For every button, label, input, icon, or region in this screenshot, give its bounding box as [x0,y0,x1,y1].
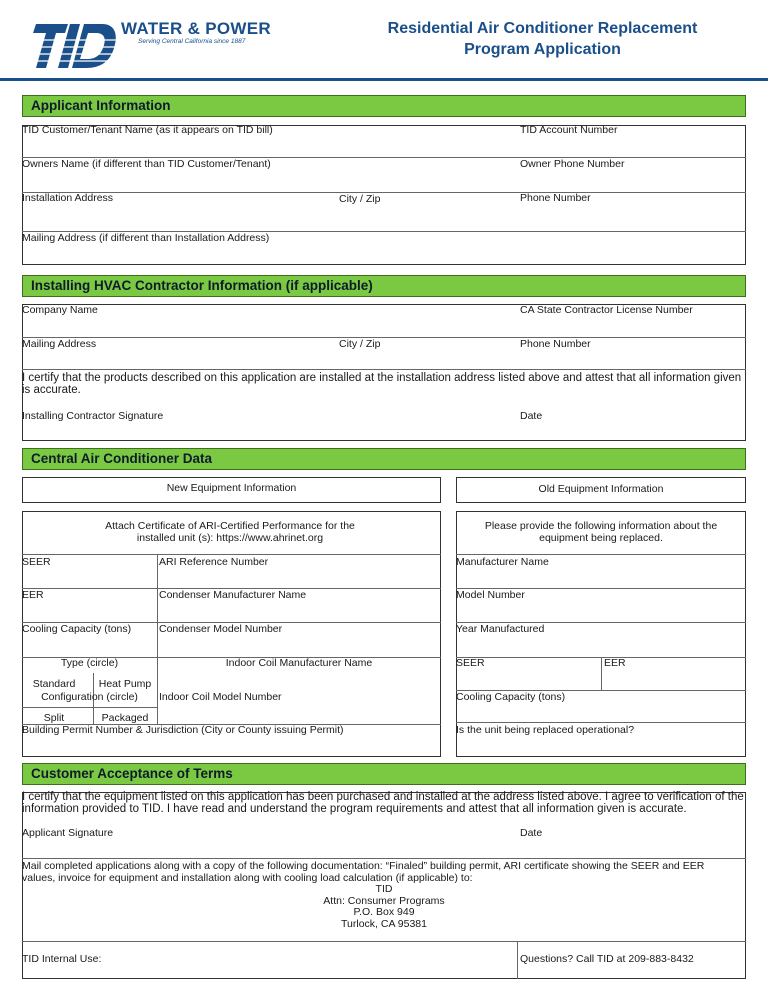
config-packaged-option[interactable]: Packaged [101,712,149,724]
section-ac-data-heading [22,448,746,470]
config-split-option[interactable]: Split [43,712,65,724]
divider [22,941,746,942]
license-number-field[interactable]: CA State Contractor License Number [520,304,693,316]
old-model-field[interactable]: Model Number [456,589,525,601]
installation-address-field[interactable]: Installation Address [22,192,114,204]
contractor-phone-field[interactable]: Phone Number [520,338,591,350]
customer-name-field[interactable]: TID Customer/Tenant Name (as it appears on TID bill) [22,124,273,136]
divider [601,657,602,690]
condenser-manufacturer-field[interactable]: Condenser Manufacturer Name [159,589,307,601]
old-manufacturer-field[interactable]: Manufacturer Name [456,556,549,568]
mailing-address-line3: P.O. Box 949 [353,906,415,918]
indoor-coil-model-field[interactable]: Indoor Coil Model Number [159,691,282,703]
account-number-field[interactable]: TID Account Number [520,124,618,136]
building-permit-field[interactable]: Building Permit Number & Jurisdiction (City or County issuing Permit) [22,724,344,736]
owners-name-field[interactable]: Owners Name (if different than TID Customer/Tenant) [22,158,271,170]
divider [517,941,518,979]
old-cooling-capacity-field[interactable]: Cooling Capacity (tons) [456,691,566,703]
applicant-signature-field[interactable]: Applicant Signature [22,827,114,839]
old-operational-field[interactable]: Is the unit being replaced operational? [456,724,635,736]
divider [22,192,746,193]
contractor-signature-field[interactable]: Installing Contractor Signature [22,410,164,422]
configuration-label: Configuration (circle) [41,691,138,703]
mailing-address-line2: Attn: Consumer Programs [323,895,445,907]
terms-certification-text: I certify that the equipment listed on this application has been purchased and installed at the address listed above. I agree to verification of the information provided to TID. I have read and understand the program requirements and attest that all information given is accurate. [22,791,744,815]
section-contractor-heading [22,275,746,297]
brand-tagline: Serving Central California since 1887 [138,38,246,45]
mailing-address-line4: Turlock, CA 95381 [341,918,427,930]
phone-number-field[interactable]: Phone Number [520,192,591,204]
contractor-city-zip-field[interactable]: City / Zip [339,338,381,350]
applicant-box [22,125,746,265]
applicant-date-field[interactable]: Date [520,827,543,839]
contractor-mailing-address-field[interactable]: Mailing Address [22,338,97,350]
new-equipment-title: New Equipment Information [166,482,297,494]
indoor-coil-manufacturer-field[interactable]: Indoor Coil Manufacturer Name [225,657,373,669]
ari-reference-field[interactable]: ARI Reference Number [159,556,269,568]
divider [22,369,746,370]
tid-logo [28,20,118,72]
divider [22,554,441,555]
divider [456,554,746,555]
mailing-instructions: Mail completed applications along with a copy of the following documentation: “Finaled” building permit, ARI certificate showing the SEER and EER values, invoice for equipment and installation along with cooling load calculation (if applicable) to: [22,860,705,884]
tid-internal-use-field[interactable]: TID Internal Use: [22,953,102,965]
header-rule [0,78,768,81]
page-title-line2: Program Application [464,41,621,58]
old-seer-field[interactable]: SEER [456,657,485,669]
old-equipment-intro: Please provide the following information about the equipment being replaced. [484,520,718,544]
mailing-address-line1: TID [375,883,393,895]
type-standard-option[interactable]: Standard [32,678,76,690]
brand-name: WATER & POWER [121,19,271,38]
mailing-address-field[interactable]: Mailing Address (if different than Installation Address) [22,232,270,244]
old-eer-field[interactable]: EER [604,657,626,669]
city-zip-field[interactable]: City / Zip [339,193,381,205]
old-year-field[interactable]: Year Manufactured [456,623,545,635]
ari-certificate-note: Attach Certificate of ARI-Certified Performance for the installed unit (s): https://www.ahrinet.org [105,520,355,544]
owner-phone-field[interactable]: Owner Phone Number [520,158,625,170]
questions-contact: Questions? Call TID at 209-883-8432 [520,953,694,965]
condenser-model-field[interactable]: Condenser Model Number [159,623,283,635]
seer-field[interactable]: SEER [22,556,51,568]
old-equipment-title: Old Equipment Information [538,483,664,495]
divider [22,707,157,708]
type-heat-pump-option[interactable]: Heat Pump [98,678,152,690]
contractor-date-field[interactable]: Date [520,410,543,422]
company-name-field[interactable]: Company Name [22,304,98,316]
section-applicant-title: Applicant Information [31,98,171,113]
section-ac-data-title: Central Air Conditioner Data [31,451,213,466]
divider [456,722,746,723]
cooling-capacity-field[interactable]: Cooling Capacity (tons) [22,623,132,635]
divider [157,554,158,724]
divider [22,858,746,859]
tid-logo-mark [28,20,118,72]
type-label: Type (circle) [60,657,119,669]
section-applicant-heading [22,95,746,117]
section-contractor-title: Installing HVAC Contractor Information (if applicable) [31,278,373,293]
eer-field[interactable]: EER [22,589,44,601]
section-terms-title: Customer Acceptance of Terms [31,766,233,781]
contractor-certification-text: I certify that the products described on this application are installed at the installation address listed above and attest that all information given is accurate. [22,372,742,396]
section-terms-heading [22,763,746,785]
page-title-line1: Residential Air Conditioner Replacement [387,20,698,37]
divider [22,337,746,338]
